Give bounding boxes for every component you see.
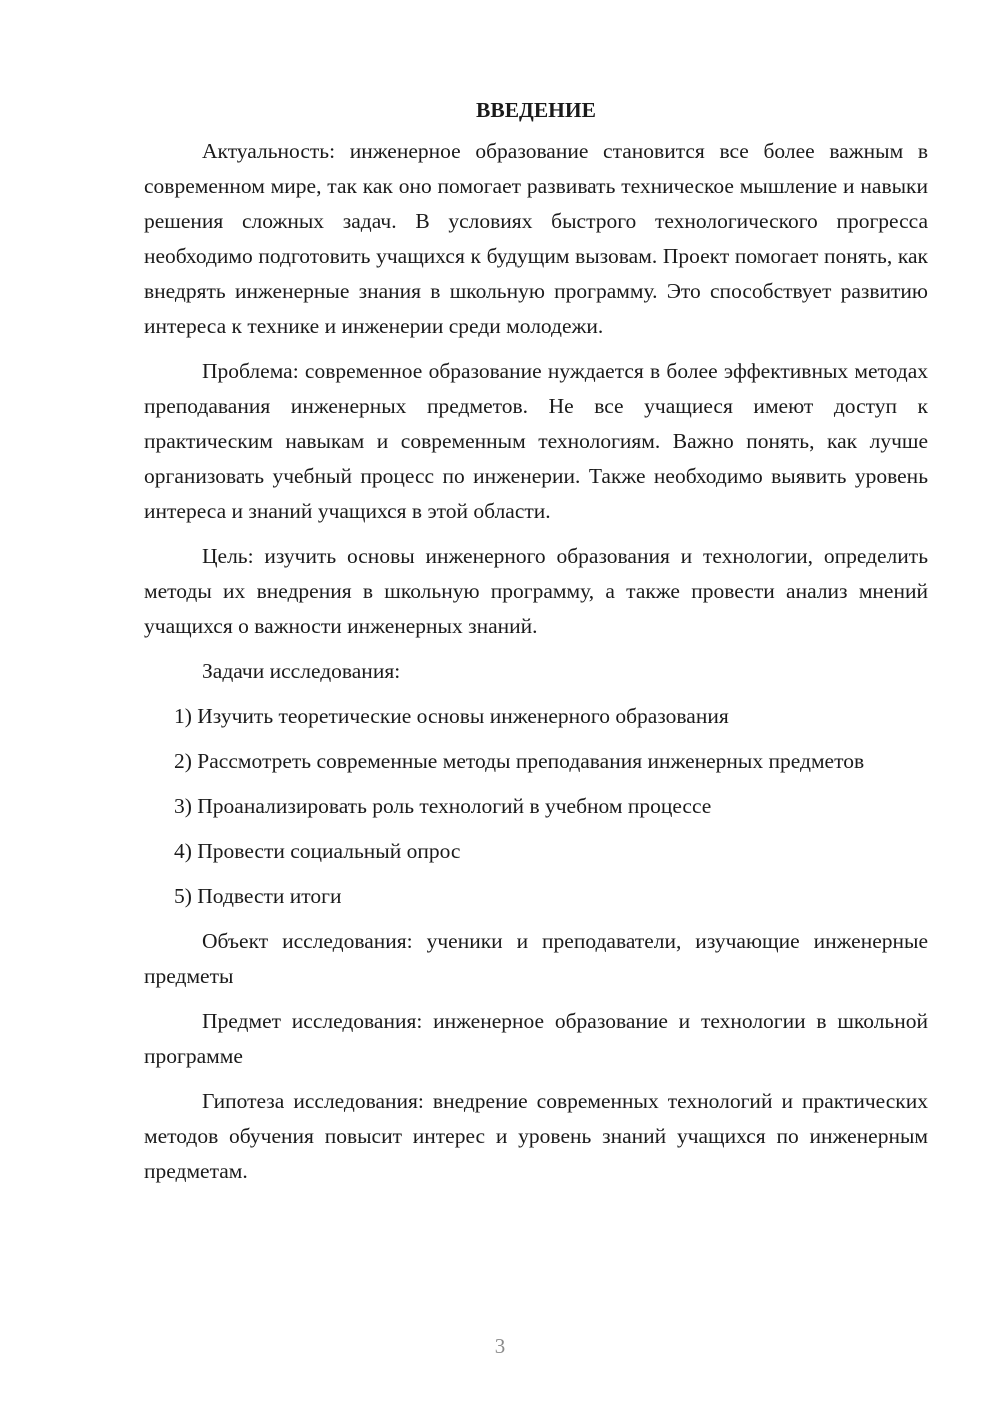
task-item-4: 4) Провести социальный опрос <box>174 839 461 863</box>
research-object-paragraph: Объект исследования: ученики и преподаватели, изучающие инженерные предметы <box>144 929 928 988</box>
problem-paragraph: Проблема: современное образование нуждается в более эффективных методах преподавания инженерных предметов. Не все учащиеся имеют доступ к практическим навыкам и современным технологиям. Важно понять, как лучше организовать учебный процесс по инженерии. Также необходимо выявить уровень интереса и знаний учащихся в этой области. <box>144 359 928 523</box>
tasks-heading: Задачи исследования: <box>202 659 401 683</box>
task-item-2: 2) Рассмотреть современные методы преподавания инженерных предметов <box>174 749 865 773</box>
page-content <box>144 96 928 1199</box>
section-title: ВВЕДЕНИЕ <box>476 98 596 122</box>
hypothesis-paragraph: Гипотеза исследования: внедрение современных технологий и практических методов обучения повысит интерес и уровень знаний учащихся по инженерным предметам. <box>144 1089 928 1183</box>
goal-paragraph: Цель: изучить основы инженерного образования и технологии, определить методы их внедрения в школьную программу, а также провести анализ мнений учащихся о важности инженерных знаний. <box>144 544 928 638</box>
research-subject-paragraph: Предмет исследования: инженерное образование и технологии в школьной программе <box>144 1009 928 1068</box>
relevance-paragraph: Актуальность: инженерное образование становится все более важным в современном мире, так как оно помогает развивать техническое мышление и навыки решения сложных задач. В условиях быстрого технологического прогресса необходимо подготовить учащихся к будущим вызовам. Проект помогает понять, как внедрять инженерные знания в школьную программу. Это способствует развитию интереса к технике и инженерии среди молодежи. <box>144 139 928 338</box>
task-item-1: 1) Изучить теоретические основы инженерного образования <box>174 704 729 728</box>
task-item-5: 5) Подвести итоги <box>174 884 342 908</box>
task-item-3: 3) Проанализировать роль технологий в учебном процессе <box>174 794 712 818</box>
page-number: 3 <box>494 1334 506 1358</box>
